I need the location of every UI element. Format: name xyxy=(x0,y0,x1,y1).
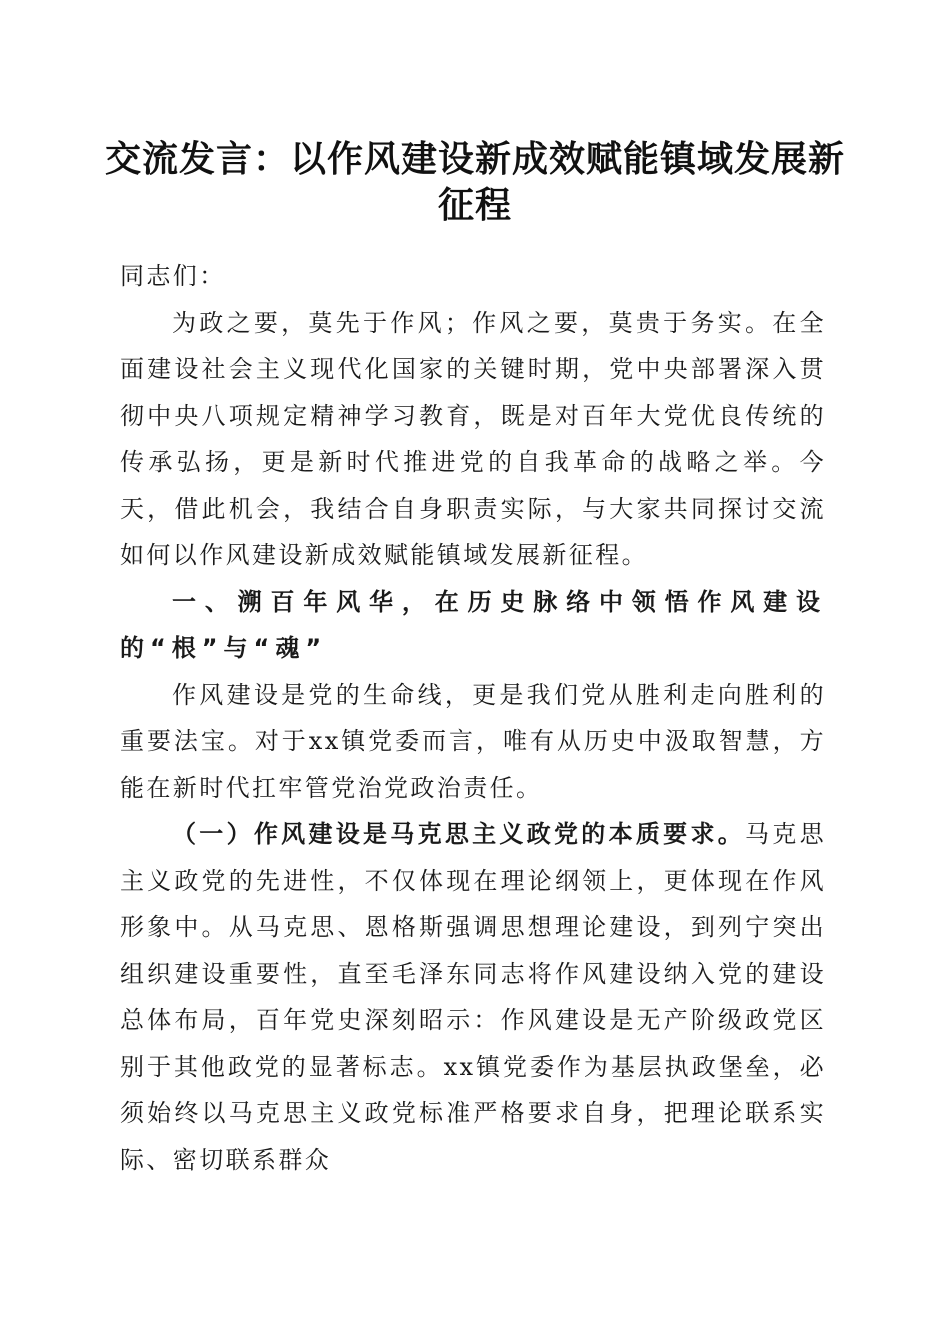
intro-paragraph: 为政之要，莫先于作风；作风之要，莫贵于务实。在全面建设社会主义现代化国家的关键时期，党中央部署深入贯彻中央八项规定精神学习教育，既是对百年大党优良传统的传承弘扬，更是新时代推进党的自我革命的战略之举。今天，借此机会，我结合自身职责实际，与大家共同探讨交流如何以作风建设新成效赋能镇域发展新征程。 xyxy=(120,308,826,569)
document-title: 交流发言：以作风建设新成效赋能镇域发展新征程 xyxy=(104,138,845,226)
subsection-1-paragraph xyxy=(120,811,826,1183)
subsection-1-body: 马克思主义政党的先进性，不仅体现在理论纲领上，更体现在作风形象中。从马克思、恩格斯强调思想理论建设，到列宁突出组织建设重要性，直至毛泽东同志将作风建设纳入党的建设总体布局，百年党史深刻昭示：作风建设是无产阶级政党区别于其他政党的显著标志。xx镇党委作为基层执政堡垒，必须始终以马克思主义政党标准严格要求自身，把理论联系实际、密切联系群众 xyxy=(120,820,826,1174)
subsection-heading-1: （一）作风建设是马克思主义政党的本质要求。 xyxy=(172,819,746,848)
section-1-paragraph: 作风建设是党的生命线，更是我们党从胜利走向胜利的重要法宝。对于xx镇党委而言，唯有从历史中汲取智慧，方能在新时代扛牢管党治党政治责任。 xyxy=(120,680,826,802)
greeting: 同志们： xyxy=(120,262,226,290)
document-body xyxy=(120,253,826,1183)
section-heading-1: 一、溯百年风华，在历史脉络中领悟作风建设的“根”与“魂” xyxy=(120,587,826,662)
